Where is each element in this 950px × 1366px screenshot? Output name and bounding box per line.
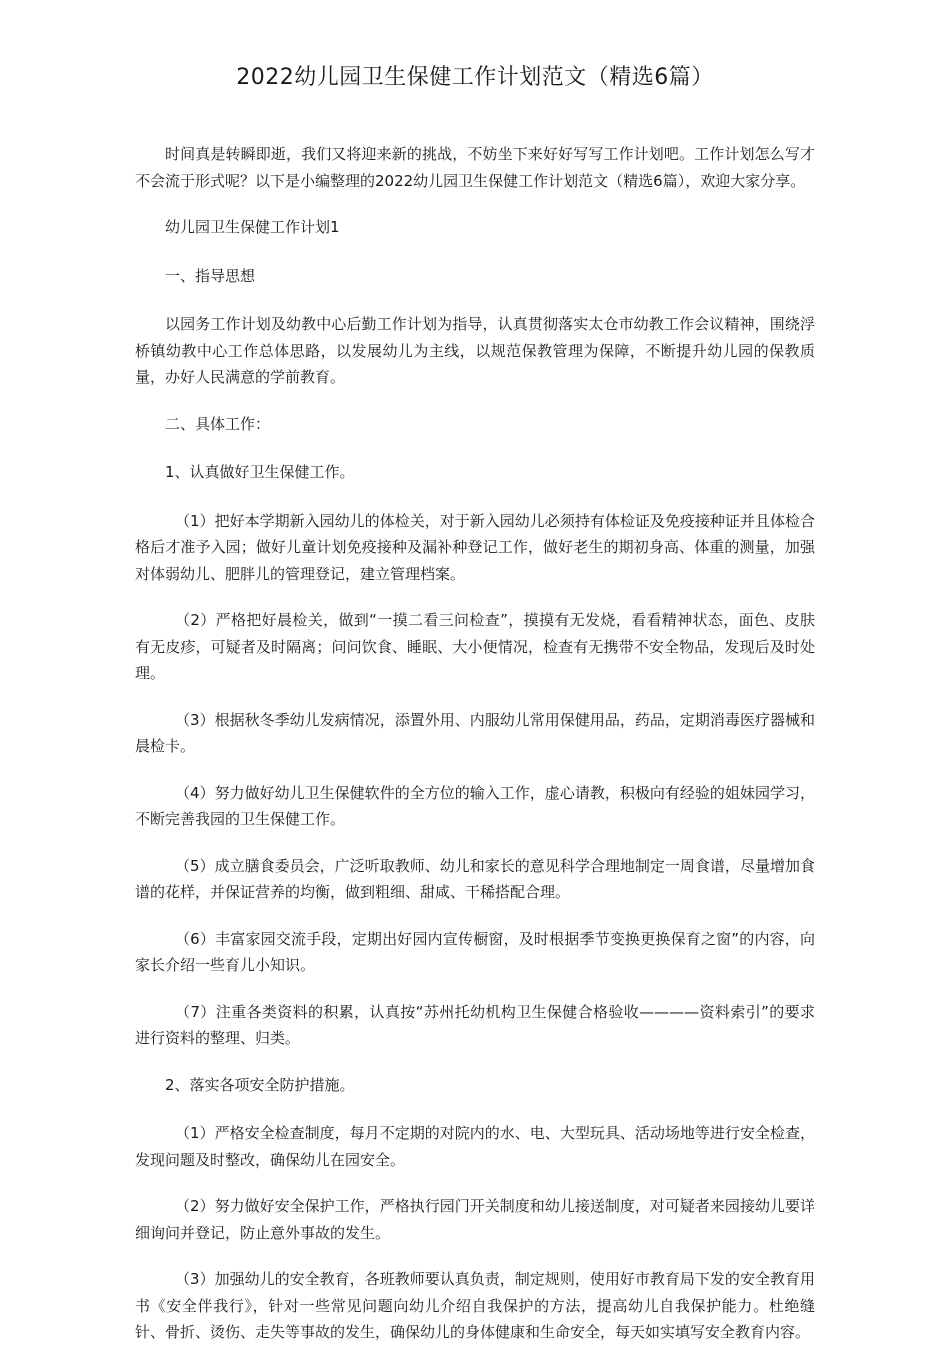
section-heading: 二、具体工作： <box>165 414 271 433</box>
intro-paragraph: 时间真是转瞬即逝，我们又将迎来新的挑战，不妨坐下来好好写写工作计划吧。工作计划怎么写才不会流于形式呢？以下是小编整理的2022幼儿园卫生保健工作计划范文（精选6篇），欢迎大家分享。 <box>135 145 815 190</box>
list-item: （3）加强幼儿的安全教育，各班教师要认真负责，制定规则，使用好市教育局下发的安全教育用书《安全伴我行》，针对一些常见问题向幼儿介绍自我保护的方法，提高幼儿自我保护能力。杜绝缝针、骨折、烫伤、走失等事故的发生，确保幼儿的身体健康和生命安全，每天如实填写安全教育内容。 <box>135 1270 815 1341</box>
list-item: （5）成立膳食委员会，广泛听取教师、幼儿和家长的意见科学合理地制定一周食谱，尽量增加食谱的花样，并保证营养的均衡，做到粗细、甜咸、干稀搭配合理。 <box>135 856 815 901</box>
list-item: （6）丰富家园交流手段，定期出好园内宣传橱窗，及时根据季节变换更换保育之窗”的内容，向家长介绍一些育儿小知识。 <box>135 929 815 974</box>
subsection-heading: 1、认真做好卫生保健工作。 <box>165 463 355 481</box>
body-paragraph: 以园务工作计划及幼教中心后勤工作计划为指导，认真贯彻落实太仓市幼教工作会议精神，围绕浮桥镇幼教中心工作总体思路，以发展幼儿为主线，以规范保教管理为保障，不断提升幼儿园的保教质量，办好人民满意的学前教育。 <box>135 315 815 386</box>
document-title: 2022幼儿园卫生保健工作计划范文（精选6篇） <box>236 65 714 90</box>
list-item: （1）严格安全检查制度，每月不定期的对院内的水、电、大型玩具、活动场地等进行安全检查，发现问题及时整改，确保幼儿在园安全。 <box>135 1124 815 1169</box>
list-item: （2）严格把好晨检关，做到“一摸二看三问检查”，摸摸有无发烧，看看精神状态，面色、皮肤有无皮疹，可疑者及时隔离；问问饮食、睡眠、大小便情况，检查有无携带不安全物品，发现后及时处理。 <box>135 611 815 682</box>
subsection-heading: 2、落实各项安全防护措施。 <box>165 1075 355 1094</box>
list-item: （2）努力做好安全保护工作，严格执行园门开关制度和幼儿接送制度，对可疑者来园接幼儿要详细询问并登记，防止意外事故的发生。 <box>135 1197 815 1242</box>
plan-heading: 幼儿园卫生保健工作计划1 <box>165 218 340 236</box>
list-item: （1）把好本学期新入园幼儿的体检关，对于新入园幼儿必须持有体检证及免疫接种证并且体检合格后才准予入园；做好儿童计划免疫接种及漏补种登记工作，做好老生的期初身高、体重的测量，加强对体弱幼儿、肥胖儿的管理登记，建立管理档案。 <box>135 511 815 583</box>
list-item: （4）努力做好幼儿卫生保健软件的全方位的输入工作，虚心请教，积极向有经验的姐妹园学习，不断完善我园的卫生保健工作。 <box>135 783 815 828</box>
section-heading: 一、指导思想 <box>165 266 256 285</box>
list-item: （3）根据秋冬季幼儿发病情况，添置外用、内服幼儿常用保健用品，药品，定期消毒医疗器械和晨检卡。 <box>135 710 815 755</box>
document-body <box>135 141 815 1366</box>
list-item: （7）注重各类资料的积累，认真按“苏州托幼机构卫生保健合格验收————资料索引”的要求进行资料的整理、归类。 <box>135 1002 815 1047</box>
